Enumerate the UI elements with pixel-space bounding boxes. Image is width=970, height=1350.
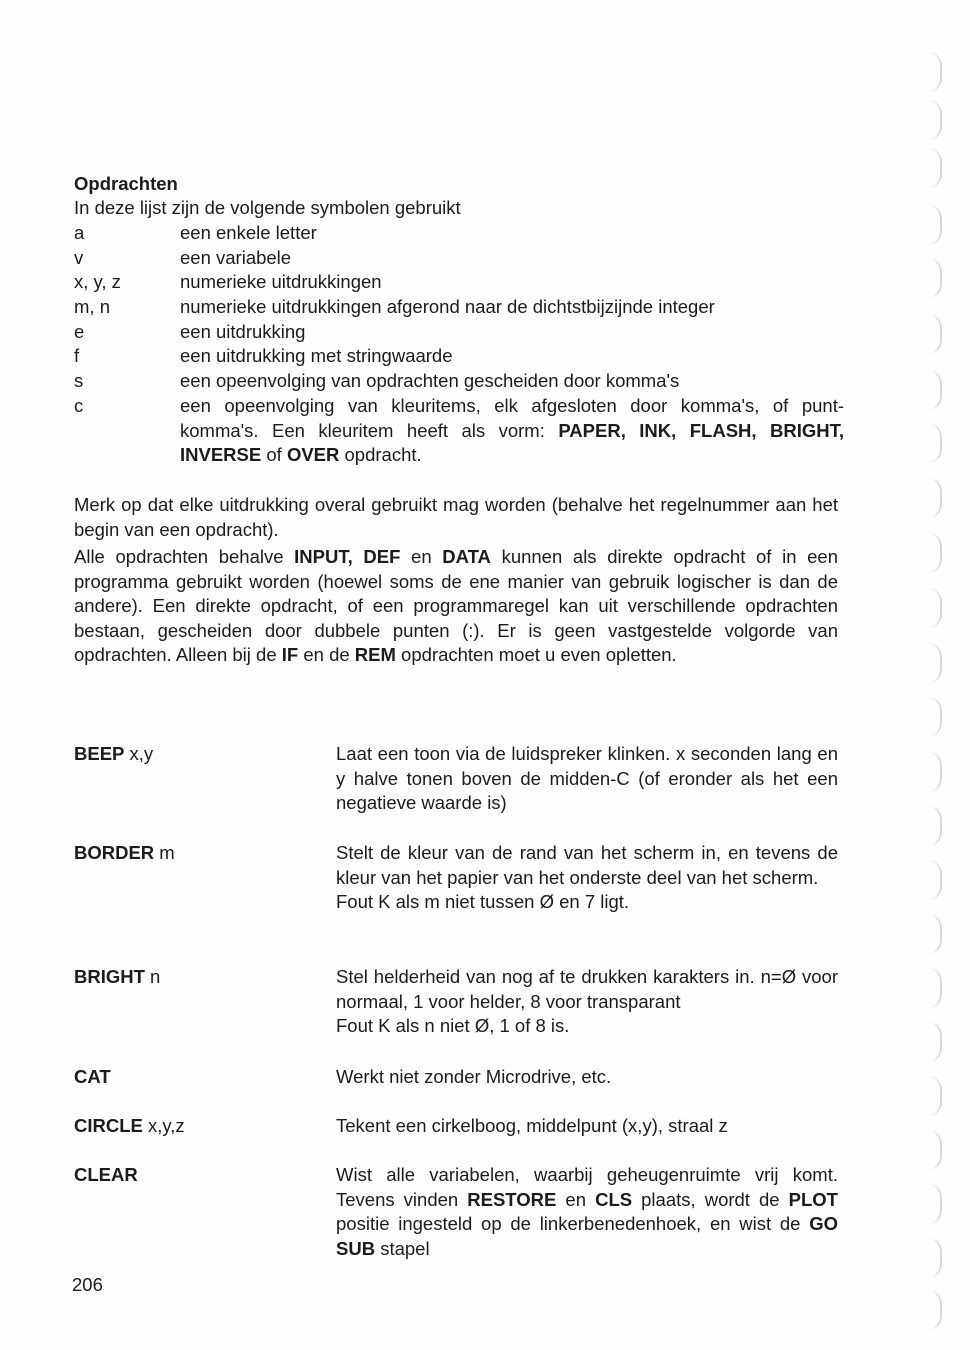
binding-mark <box>918 1076 942 1116</box>
binding-mark <box>918 806 942 846</box>
command-name <box>74 1065 111 1090</box>
binding-mark <box>918 1184 942 1224</box>
binding-mark <box>918 100 942 140</box>
binding-mark <box>918 968 942 1008</box>
command-description <box>336 742 838 816</box>
symbol-key: m, n <box>74 296 110 317</box>
symbol-key: x, y, z <box>74 271 121 292</box>
keyword: REM <box>354 644 396 666</box>
paragraph-text: Alle opdrachten behalve <box>74 546 295 567</box>
command-name <box>74 1163 138 1188</box>
binding-mark <box>918 752 942 792</box>
command-keyword: CLEAR <box>74 1164 138 1185</box>
paragraph: Merk op dat elke uitdrukking overal gebruikt mag worden (behalve het regelnummer aan het begin van een opdracht). <box>74 494 838 540</box>
description-text: Werkt niet zonder Microdrive, etc. <box>336 1066 612 1087</box>
binding-mark <box>918 1022 942 1062</box>
symbol-desc: een variabele <box>180 247 292 268</box>
intro-text: In deze lijst zijn de volgende symbolen gebruikt <box>74 197 461 218</box>
binding-mark <box>918 148 942 188</box>
symbol-desc: numerieke uitdrukkingen <box>180 271 382 292</box>
symbol-desc: een enkele letter <box>180 222 317 243</box>
binding-mark <box>918 533 942 573</box>
keyword: IF <box>281 644 299 666</box>
command-keyword: CIRCLE <box>74 1115 143 1136</box>
description-text: Laat een toon via de luidspreker klinken. x seconden lang en y halve tonen boven de midden-C (of eronder als het een negatieve waarde is) <box>336 743 838 814</box>
description-text: en <box>556 1188 596 1210</box>
keyword: GO SUB <box>336 1213 838 1259</box>
section-heading: Opdrachten <box>74 173 178 194</box>
paragraph-text: opdrachten moet u even opletten. <box>395 644 677 666</box>
command-description <box>336 841 838 915</box>
description-text: Fout K als n niet Ø, 1 of 8 is. <box>336 1015 570 1037</box>
symbol-desc-text: opdracht. <box>339 444 422 466</box>
binding-mark <box>918 914 942 954</box>
binding-mark <box>918 205 942 245</box>
page-number: 206 <box>72 1274 103 1295</box>
description-text: Stel helderheid van nog af te drukken karakters in. n=Ø voor normaal, 1 voor helder, 8 voor transparant <box>336 966 838 1012</box>
keyword: CLS <box>595 1188 633 1210</box>
command-description <box>336 1065 838 1090</box>
symbol-desc-text: of <box>261 444 287 466</box>
description-text: Fout K als m niet tussen Ø en 7 ligt. <box>336 891 630 913</box>
command-name <box>74 742 153 767</box>
command-keyword: CAT <box>74 1066 111 1087</box>
symbol-desc: numerieke uitdrukkingen afgerond naar de dichtstbijzijnde integer <box>180 296 715 317</box>
symbol-key: e <box>74 321 85 342</box>
binding-mark <box>918 860 942 900</box>
description-text: positie ingesteld op de linkerbenedenhoek, en wist de <box>336 1213 810 1235</box>
keyword: OVER <box>286 444 340 466</box>
keyword: PAPER, INK, FLASH, BRIGHT, INVERSE <box>180 419 845 466</box>
command-args: m <box>154 842 175 863</box>
paragraph-text: kunnen als direkte opdracht of in een programma gebruikt worden (hoewel soms de ene manier van gebruik logischer is dan de andere). Een direkte opdracht, of een programmaregel kan uit verschillende opdrachten bestaan, gescheiden door dubbele punten (:). Er is geen vastgestelde volgorde van opdrachten. Alleen bij de <box>74 546 838 666</box>
paragraph-text: en de <box>298 644 355 666</box>
description-text: Wist alle variabelen, waarbij geheugenruimte vrij komt. Tevens vinden <box>336 1164 838 1210</box>
command-args: n <box>144 966 161 987</box>
command-name <box>74 841 175 866</box>
symbol-desc <box>180 394 844 468</box>
keyword: INPUT, DEF <box>294 546 401 567</box>
binding-mark <box>918 588 942 628</box>
symbol-key: f <box>74 345 80 366</box>
symbol-key: v <box>74 247 84 268</box>
symbol-key: s <box>74 370 84 391</box>
binding-mark <box>918 1290 942 1330</box>
symbol-desc-text: een opeenvolging van kleuritems, elk afgesloten door komma's, of punt-komma's. Een kleuritem heeft als vorm: <box>180 395 844 441</box>
symbol-key: c <box>74 395 84 416</box>
command-name <box>74 965 160 990</box>
binding-mark <box>918 258 942 298</box>
binding-mark <box>918 478 942 518</box>
paragraph <box>74 545 838 668</box>
command-description <box>336 965 838 1039</box>
symbol-key: a <box>74 222 85 243</box>
binding-mark <box>918 1130 942 1170</box>
binding-mark <box>918 314 942 354</box>
description-text: Tekent een cirkelboog, middelpunt (x,y), straal z <box>336 1115 728 1136</box>
paragraph-text: en <box>400 546 443 567</box>
symbol-desc: een uitdrukking met stringwaarde <box>180 345 453 366</box>
command-keyword: BRIGHT <box>74 966 145 987</box>
binding-mark <box>918 1238 942 1278</box>
binding-mark <box>918 52 942 92</box>
binding-mark <box>918 697 942 737</box>
description-text: Stelt de kleur van de rand van het scherm in, en tevens de kleur van het papier van het onderste deel van het scherm. <box>336 842 838 888</box>
command-keyword: BORDER <box>74 842 155 863</box>
keyword: PLOT <box>788 1188 838 1210</box>
command-keyword: BEEP <box>74 743 125 764</box>
keyword: DATA <box>442 546 491 567</box>
symbol-desc: een uitdrukking <box>180 321 306 342</box>
command-name <box>74 1114 185 1139</box>
keyword: RESTORE <box>467 1188 557 1210</box>
description-text: stapel <box>375 1237 430 1259</box>
binding-mark <box>918 423 942 463</box>
command-args: x,y,z <box>142 1115 185 1136</box>
command-description <box>336 1163 838 1261</box>
command-description <box>336 1114 838 1139</box>
command-args: x,y <box>124 743 154 764</box>
binding-mark <box>918 643 942 683</box>
symbol-desc: een opeenvolging van opdrachten gescheiden door komma's <box>180 370 680 391</box>
binding-mark <box>918 370 942 410</box>
description-text: plaats, wordt de <box>632 1188 789 1210</box>
